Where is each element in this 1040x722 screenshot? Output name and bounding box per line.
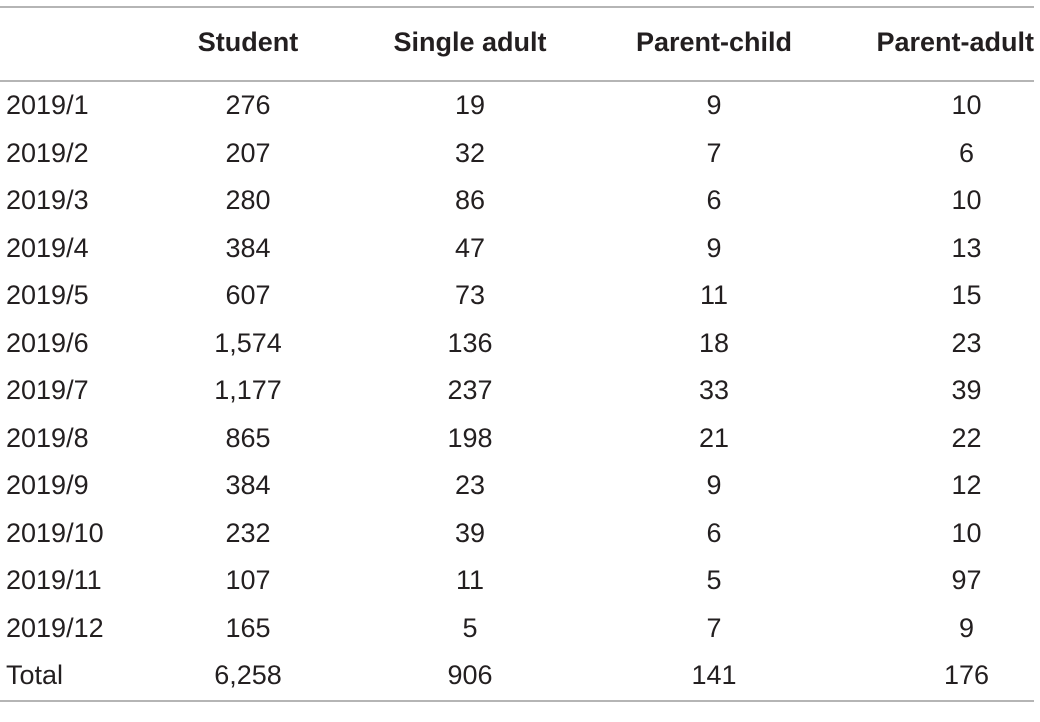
student-cell: 384 (225, 232, 271, 263)
row-label-cell: 2019/7 (6, 375, 89, 406)
table-row (0, 177, 1034, 225)
student-cell: 276 (225, 90, 271, 121)
parent-adult-cell: 22 (951, 422, 982, 453)
single-adult-cell: 73 (454, 280, 486, 311)
header-cell-parent-adult: Parent-adult (819, 7, 1034, 81)
table-row (0, 272, 1034, 320)
table-row (0, 510, 1034, 558)
single-adult-cell: 237 (447, 375, 493, 406)
student-cell: 207 (225, 137, 271, 168)
table-row (0, 557, 1034, 605)
parent-child-cell: 11 (699, 280, 729, 311)
student-cell: 165 (225, 612, 271, 643)
row-label-cell: 2019/8 (6, 422, 89, 453)
parent-child-cell: 33 (698, 375, 730, 406)
parent-adult-cell: 176 (819, 652, 1034, 701)
single-adult-cell: 11 (455, 565, 485, 596)
student-cell: 232 (225, 517, 271, 548)
parent-child-cell: 9 (706, 470, 722, 501)
parent-child-cell: 18 (698, 327, 730, 358)
single-adult-cell: 198 (447, 422, 493, 453)
single-adult-cell: 23 (454, 470, 486, 501)
table-row (0, 130, 1034, 178)
header-cell-parent-child: Parent-child (579, 7, 819, 81)
parent-adult-cell: 12 (951, 470, 982, 501)
single-adult-cell: 906 (333, 652, 579, 701)
parent-adult-cell: 10 (951, 185, 982, 216)
parent-child-cell: 9 (706, 232, 722, 263)
row-label-cell: 2019/6 (6, 327, 89, 358)
single-adult-cell: 39 (454, 517, 486, 548)
single-adult-cell: 136 (447, 327, 493, 358)
parent-child-cell: 141 (579, 652, 819, 701)
header-row (0, 7, 1034, 81)
parent-adult-cell: 10 (951, 517, 982, 548)
parent-adult-cell: 97 (951, 565, 982, 596)
data-table (0, 6, 1034, 702)
parent-adult-cell: 39 (951, 375, 982, 406)
parent-adult-cell: 23 (951, 327, 982, 358)
row-label-cell: Total (0, 652, 155, 701)
row-label-cell: 2019/4 (6, 232, 89, 263)
parent-child-cell: 6 (706, 185, 722, 216)
parent-adult-cell: 15 (951, 280, 982, 311)
student-cell: 384 (225, 470, 271, 501)
parent-child-cell: 6 (706, 517, 722, 548)
parent-adult-cell: 9 (958, 612, 975, 643)
parent-adult-cell: 13 (951, 232, 982, 263)
row-label-cell: 2019/9 (6, 470, 89, 501)
single-adult-cell: 32 (454, 137, 486, 168)
header-cell-single-adult: Single adult (333, 7, 579, 81)
single-adult-cell: 47 (454, 232, 486, 263)
parent-adult-cell: 10 (951, 90, 982, 121)
student-cell: 865 (225, 422, 271, 453)
student-cell: 1,574 (214, 327, 282, 358)
table-row (0, 415, 1034, 463)
row-label-cell: 2019/5 (6, 280, 89, 311)
table-row (0, 81, 1034, 130)
single-adult-cell: 19 (454, 90, 486, 121)
student-cell: 1,177 (214, 375, 282, 406)
table-row (0, 605, 1034, 653)
table-row (0, 225, 1034, 273)
header-cell-student: Student (155, 7, 333, 81)
table-header (0, 7, 1034, 81)
parent-child-cell: 5 (706, 565, 722, 596)
parent-child-cell: 21 (698, 422, 730, 453)
table-row (0, 367, 1034, 415)
table-body (0, 81, 1034, 701)
row-label-cell: 2019/1 (6, 90, 89, 121)
table-row-total (0, 652, 1034, 701)
row-label-cell: 2019/12 (6, 612, 104, 643)
row-label-cell: 2019/11 (6, 565, 102, 596)
single-adult-cell: 5 (462, 612, 478, 643)
parent-child-cell: 7 (706, 137, 722, 168)
parent-child-cell: 7 (706, 612, 722, 643)
parent-adult-cell: 6 (958, 137, 975, 168)
row-label-cell: 2019/2 (6, 137, 89, 168)
student-cell: 107 (225, 565, 271, 596)
row-label-cell: 2019/10 (6, 517, 104, 548)
student-cell: 607 (225, 280, 271, 311)
student-cell: 6,258 (155, 652, 333, 701)
table-row (0, 462, 1034, 510)
header-cell-period (0, 7, 155, 81)
student-cell: 280 (225, 185, 271, 216)
parent-child-cell: 9 (706, 90, 722, 121)
single-adult-cell: 86 (454, 185, 486, 216)
row-label-cell: 2019/3 (6, 185, 89, 216)
table-row (0, 320, 1034, 368)
